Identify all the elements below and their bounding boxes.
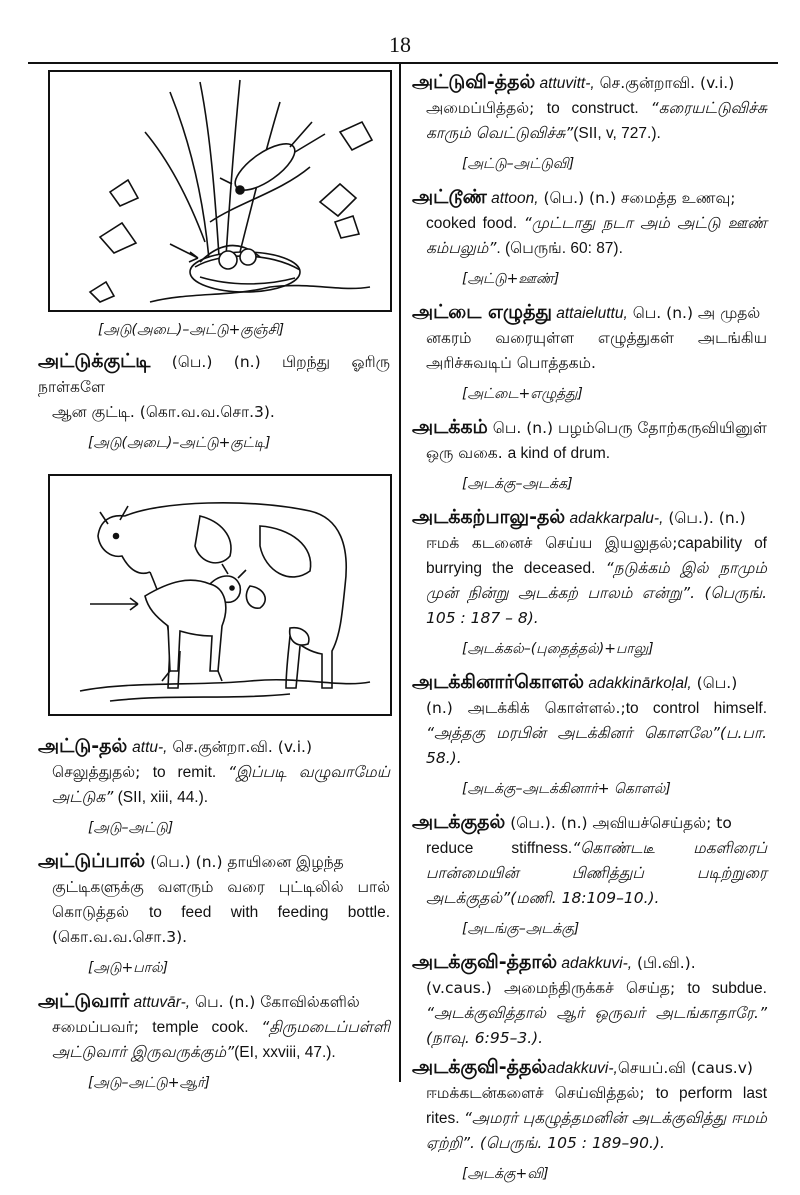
- entry-attai-eluttu: [412, 300, 767, 407]
- citation: “அத்தகு மரபின் அடக்கினர் கொளலே”: [426, 724, 720, 742]
- entry-attuvar: [38, 989, 390, 1096]
- grammar: பெ. (n.) கோவில்களில்: [190, 993, 360, 1011]
- headword: அட்டுப்பால்: [38, 850, 146, 872]
- etymology: [அட்டை+எழுத்து]: [462, 386, 583, 402]
- headword: அட்டுவி-த்தல்: [412, 71, 536, 93]
- headword: அட்டுவார்: [38, 990, 130, 1012]
- figure1-caption: [அடு(அடை)–அட்டு+குஞ்சி]: [98, 322, 285, 338]
- citation: “அடக்குவித்தால் ஆர் ஒருவர் அடங்காதாரே.”: [426, 1004, 767, 1022]
- reference: (EI, xxviii, 47.).: [234, 1044, 336, 1061]
- grammar: (பெ.) (n.) பிறந்து ஓரிரு நாள்களே: [38, 353, 390, 396]
- reference: . (பெருங். 105 : 189–90.).: [469, 1134, 665, 1152]
- cow-calf-figure: [48, 474, 392, 716]
- etymology: [அடு–அட்டு]: [88, 820, 174, 836]
- entry-attukkutti: [38, 349, 390, 456]
- definition-tamil: சமைப்பவர்;: [52, 1018, 153, 1036]
- definition-tamil: குட்டிகளுக்கு வளரும் வரை புட்டிலில் பால் கொடுத்தல்: [52, 878, 390, 921]
- definition-english: to subdue.: [687, 980, 767, 997]
- definition-tamil: ஒரு வகை.: [426, 444, 508, 462]
- etymology: [அடக்கு–அடக்கினார்+ கொளல்]: [462, 781, 671, 797]
- definition: [38, 875, 390, 950]
- definition-english: to feed with feeding bottle.: [148, 904, 390, 921]
- definition-tamil: செலுத்துதல்;: [52, 763, 153, 781]
- grammar: (பி.வி.).: [632, 954, 696, 972]
- transliteration: attuvār-,: [129, 994, 191, 1011]
- definition-english: cooked food.: [426, 215, 524, 232]
- definition-english: reduce stiffness.: [426, 840, 573, 857]
- definition: [412, 531, 767, 631]
- headword: அடக்கம்: [412, 416, 488, 438]
- etymology: [அடு+பால்]: [88, 960, 169, 976]
- grammar: (பெ.): [691, 674, 738, 692]
- definition-tamil: ஈமக் கடனைச் செய்ய இயலுதல்;: [426, 534, 678, 552]
- definition: ஆன குட்டி. (கொ.வ.வ.சொ.3).: [52, 403, 275, 421]
- transliteration: attoon,: [486, 190, 539, 207]
- grammar: செ.குன்றாவி. (v.i.): [594, 74, 735, 92]
- citation: “முட்டாது நடா அம் அட்டு ஊண் கம்பலும்”: [426, 214, 768, 257]
- etymology: [அடக்கல்–(புதைத்தல்)+பாலு]: [462, 641, 654, 657]
- headword: அடக்குவி-த்தால்: [412, 951, 558, 973]
- entry-attuvi-ttal: [412, 70, 767, 177]
- etymology: [அடக்கு–அடக்க]: [462, 476, 573, 492]
- left-column: [38, 70, 390, 1104]
- transliteration: attu-,: [132, 739, 168, 756]
- headword: அட்டுக்குட்டி: [38, 350, 151, 372]
- right-column: [412, 70, 767, 1195]
- etymology: [அடு–அட்டு+ஆர்]: [88, 1075, 210, 1091]
- reference: (கொ.வ.வ.சொ.3).: [52, 928, 188, 946]
- citation: “அமரர் புகழுத்தமனின் அடக்குவித்து ஈமம் ஏற்றி”: [426, 1109, 767, 1152]
- definition-english: capability of burrying the deceased.: [426, 535, 767, 577]
- reference: (ப.பா. 58.).: [426, 724, 767, 767]
- reference: (SII, v, 727.).: [573, 125, 661, 142]
- citation: “நடுக்கம் இல் நாமும் முன் நின்று அடக்கற் பாலம் என்று”: [426, 559, 767, 602]
- grammar: (பெ.). (n.): [663, 509, 746, 527]
- citation: “திருமடைப்பள்ளி அட்டுவார் இருவருக்கும்”: [52, 1018, 390, 1061]
- reference: (SII, xiii, 44.).: [113, 789, 209, 806]
- reference: (மணி. 18:109–10.).: [510, 889, 660, 907]
- definition-tamil: ஈமக்கடன்களைச் செய்வித்தல்;: [426, 1084, 656, 1102]
- grammar: பெ. (n.) பழம்பெரு தோற்கருவியினுள்: [487, 419, 767, 437]
- bird-nest-figure: [48, 70, 392, 312]
- definition-english: to remit.: [152, 764, 228, 781]
- definition: னகரம் வரையுள்ள எழுத்துகள் அடங்கிய அரிச்சுவடிப் பொத்தகம்.: [426, 329, 767, 372]
- entry-attu-tal: [38, 734, 390, 841]
- entry-adakkuvi-ttal-rites: [412, 1055, 767, 1187]
- entry-adakkam: [412, 415, 767, 497]
- grammar: செயப்.வி (caus.v): [617, 1059, 753, 1077]
- grammar: பெ. (n.) அ முதல்: [627, 304, 761, 322]
- transliteration: adakkuvi-,: [547, 1060, 618, 1077]
- headword: அட்டு-தல்: [38, 735, 128, 757]
- etymology: [அட்டு+ஊண்]: [462, 271, 560, 287]
- citation: “கரையட்டுவிச்சு காரும் வெட்டுவிச்சு”: [426, 99, 767, 142]
- etymology: [அட்டு–அட்டுவி]: [462, 156, 575, 172]
- entry-adakkinarkolal: [412, 670, 767, 802]
- definition: [38, 1015, 390, 1065]
- etymology: [அடு(அடை)–அட்டு+குட்டி]: [88, 435, 271, 451]
- definition-english: to perform last rites.: [426, 1085, 767, 1127]
- definition: [412, 441, 767, 466]
- definition-english: to control himself.: [625, 700, 768, 717]
- definition-tamil: (n.) அடக்கிக் கொள்ளல்.;: [426, 699, 626, 717]
- definition: [412, 1081, 767, 1156]
- grammar: செ.குன்றா.வி. (v.i.): [167, 738, 313, 756]
- transliteration: adakkinārkoḷal,: [584, 675, 692, 692]
- headword: அடக்குவி-த்தல்: [412, 1056, 548, 1078]
- citation: “கொண்டடீ மகளிரைப் பான்மையின் பிணித்துப் படிற்றுரை அடக்குதல்”: [426, 839, 767, 907]
- transliteration: attuvitt-,: [535, 75, 595, 92]
- bird-nest-illustration: [50, 72, 390, 310]
- definition: [412, 96, 767, 146]
- definition-english: a kind of drum.: [507, 445, 611, 462]
- definition-english: temple cook.: [152, 1019, 262, 1036]
- definition: [412, 836, 767, 911]
- cow-calf-illustration: [50, 476, 390, 714]
- entry-adakkutal: [412, 810, 767, 942]
- reference: . (பெருங். 105 : 187 – 8).: [426, 584, 767, 627]
- definition: [412, 976, 767, 1051]
- grammar: (பெ.) (n.) சமைத்த உணவு;: [538, 189, 736, 207]
- reference: (நாவு. 6:95–3.).: [426, 1029, 544, 1047]
- header-rule: [28, 62, 778, 64]
- citation: “இப்படி வழுவாமேய் அட்டுக”: [52, 763, 391, 806]
- etymology: [அடங்கு–அடக்கு]: [462, 921, 580, 937]
- definition-tamil: (v.caus.) அமைந்திருக்கச் செய்த;: [426, 979, 688, 997]
- etymology: [அடக்கு+வி]: [462, 1166, 549, 1182]
- grammar: (பெ.). (n.) அவியச்செய்தல்; to: [505, 814, 732, 832]
- definition: [412, 696, 767, 771]
- transliteration: adakkarpalu-,: [565, 510, 664, 527]
- definition-english: to construct.: [546, 100, 651, 117]
- entry-attoon: [412, 185, 767, 292]
- headword: அடக்கற்பாலு-தல்: [412, 506, 566, 528]
- headword: அட்டூண்: [412, 186, 487, 208]
- column-divider: [399, 62, 401, 1082]
- reference: . (பெருங். 60: 87).: [496, 240, 623, 257]
- headword: அடக்கினார்கொளல்: [412, 671, 585, 693]
- headword: அட்டை எழுத்து: [412, 301, 552, 323]
- grammar: (பெ.) (n.) தாயினை இழந்த: [145, 853, 344, 871]
- headword: அடக்குதல்: [412, 811, 506, 833]
- entry-adakkarpalu-tal: [412, 505, 767, 662]
- definition: [412, 211, 767, 261]
- transliteration: adakkuvi-,: [557, 955, 633, 972]
- entry-adakkuvi-ttal-subdue: [412, 950, 767, 1051]
- definition: [38, 760, 390, 810]
- definition-tamil: அமைப்பித்தல்;: [426, 99, 547, 117]
- transliteration: attaieluttu,: [551, 305, 628, 322]
- entry-attuppal: [38, 849, 390, 981]
- page-number: 18: [389, 32, 411, 57]
